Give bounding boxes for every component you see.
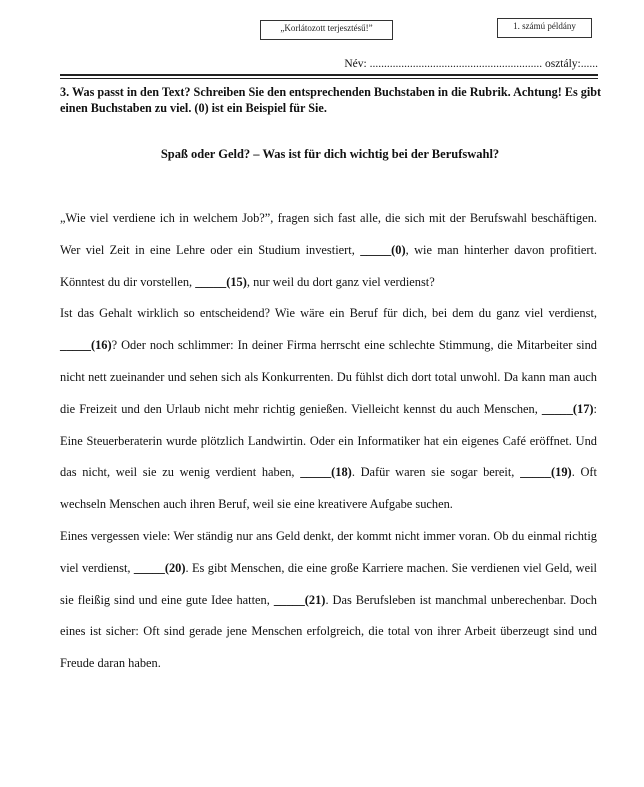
restricted-distribution-label: „Korlátozott terjesztésű!” <box>280 23 373 33</box>
paragraph-2 <box>60 298 597 521</box>
text-segment: , nur weil du dort ganz viel verdienst? <box>246 274 435 289</box>
text-segment: . Das Berufsleben ist manchmal unberechenbar. Doch eines ist sicher: Oft sind gerade jene Menschen erfolgreich, die total von ihrer Arbeit überzeugt sind und Freude daran haben. <box>60 592 598 671</box>
text-segment: Ist das Gehalt wirklich so entscheidend? Wie wäre ein Beruf für dich, bei dem du ganz viel verdienst, <box>60 306 597 321</box>
header-rule-top <box>60 74 598 76</box>
gap-16: _____(16) <box>60 338 112 353</box>
gap-20: _____(20) <box>133 560 186 575</box>
gap-19: _____(19) <box>520 465 572 480</box>
text-segment: : Eine Steuerberaterin wurde plötzlich Landwirtin. Oder ein Informatiker hat ein eigenes Café eröffnet. Und das nicht, weil sie zu wenig verdient haben, <box>60 401 597 480</box>
text-title: Spaß oder Geld? – Was ist für dich wichtig bei der Berufswahl? <box>160 147 500 161</box>
text-segment: Eines vergessen viele: Wer ständig nur ans Geld denkt, der kommt nicht immer voran. Ob du einmal richtig viel verdienst, <box>60 528 597 575</box>
gap-17: _____(17) <box>541 401 594 416</box>
paragraph-3 <box>60 521 597 680</box>
gap-21: _____(21) <box>273 592 326 607</box>
text-segment: . Es gibt Menschen, die eine große Karriere machen. Sie verdienen viel Geld, weil sie fleißig sind und eine gute Idee hatten, <box>60 560 597 607</box>
text-segment: . Dafür waren sie sogar bereit, <box>351 465 521 480</box>
restricted-distribution-box <box>260 20 393 40</box>
gap-18: _____(18) <box>300 465 352 480</box>
copy-number-box <box>497 18 592 38</box>
header-rule-bottom <box>60 78 598 79</box>
text-segment: „Wie viel verdiene ich in welchem Job?”, fragen sich fast alle, die sich mit der Berufswahl beschäftigen. Wer viel Zeit in eine Lehre oder ein Studium investiert, <box>60 211 597 257</box>
reading-text <box>60 203 597 680</box>
gap-0: _____(0) <box>360 242 406 257</box>
text-segment: ? Oder noch schlimmer: In deiner Firma herrscht eine schlechte Stimmung, die Mitarbeiter sind nicht nett zueinander und sehen sich als Konkurrenten. Du fühlst dich dort total unwohl. Da kann man auch die Freizeit und den Urlaub nicht mehr richtig genießen. Vielleicht kennst du auch Menschen, <box>60 338 597 416</box>
task-instruction: 3. Was passt in den Text? Schreiben Sie den entsprechenden Buchstaben in die Rubrik. Achtung! Es gibt einen Buchstaben zu viel. (0) ist ein Beispiel für Sie. <box>60 85 602 115</box>
paragraph-1 <box>60 203 597 298</box>
gap-15: _____(15) <box>195 274 247 289</box>
name-class-line: Név: ............................................................ osztály:...... <box>344 58 598 70</box>
text-segment: , wie man hinterher davon profitiert. Könntest du dir vorstellen, <box>60 242 597 289</box>
text-segment: . Oft wechseln Menschen auch ihren Beruf, weil sie eine kreativere Aufgabe suchen. <box>60 465 597 512</box>
copy-number-label: 1. számú példány <box>513 21 576 31</box>
